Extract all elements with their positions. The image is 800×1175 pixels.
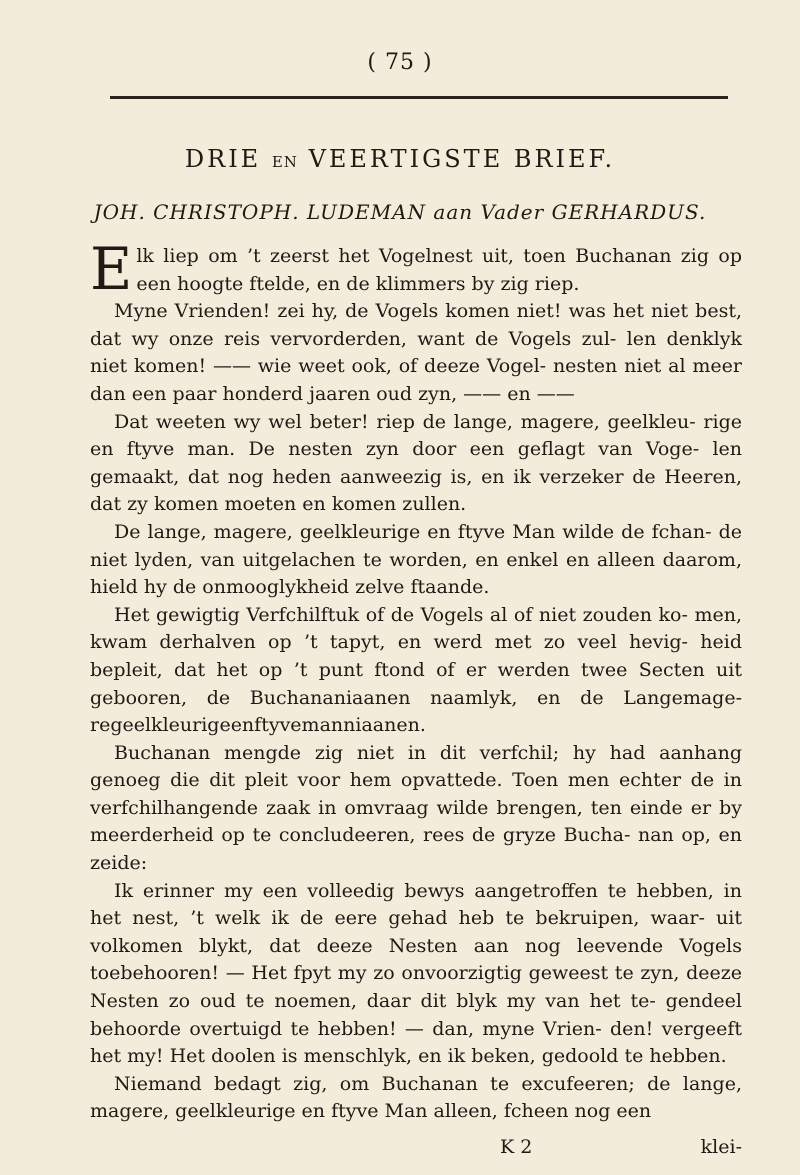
catchword: klei- <box>700 1136 742 1158</box>
paragraph: Ik erinner my een volleedig bewys aangetroffen te hebben, in het nest, ’t welk ik de eere gehad heb te bekruipen, waar- uit volkomen blykt, dat deeze Nesten aan nog leevende Vogels toebehooren! — Het fpyt my zo onvoorzigtig geweest te zyn, deeze Nesten zo oud te noemen, daar dit blyk my van het te- gendeel behoorde overtuigd te hebben! — dan, myne Vrien- den! vergeeft het my! Het doolen is menschlyk, en ik beken, gedoold te hebben. <box>90 879 742 1068</box>
paragraph: De lange, magere, geelkleurige en ftyve Man wilde de fchan- de niet lyden, van uitgelachen te worden, en enkel en alleen daarom, hield hy de onmooglykheid zelve ftaande. <box>90 520 742 599</box>
letter-body <box>90 235 742 1126</box>
letter-title <box>0 145 800 173</box>
paragraph: Niemand bedagt zig, om Buchanan te excufeeren; de lange, magere, geelkleurige en ftyve Man alleen, fcheen nog een <box>90 1072 742 1123</box>
signature-mark: K 2 <box>500 1136 533 1158</box>
title-right: VEERTIGSTE BRIEF. <box>308 145 616 173</box>
header-rule <box>110 96 728 99</box>
paragraph: Dat weeten wy wel beter! riep de lange, magere, geelkleu- rige en ftyve man. De nesten zyn door een geflagt van Voge- len gemaakt, dat nog heden aanweezig is, en ik verzeker de Heeren, dat zy komen moeten en komen zullen. <box>90 410 742 516</box>
page-number: ( 75 ) <box>367 50 433 75</box>
paragraph: Buchanan mengde zig niet in dit verfchil; hy had aanhang genoeg die dit pleit voor hem opvattede. Toen men echter de in verfchilhangende zaak in omvraag wilde brengen, ten einde er by meerderheid op te concludeeren, rees de gryze Bucha- nan op, en zeide: <box>90 741 742 875</box>
paragraph <box>90 235 742 303</box>
paragraph: Het gewigtig Verfchilftuk of de Vogels al of niet zouden ko- men, kwam derhalven op ’t tapyt, en werd met zo veel hevig- heid bepleit, dat het op ’t punt ftond of er werden twee Secten uit gebooren, de Buchananiaanen naamlyk, en de Langemage- regeelkleurigeenftyvemanniaanen. <box>90 603 742 737</box>
letter-subtitle: JOH. CHRISTOPH. LUDEMAN aan Vader GERHARDUS. <box>93 200 707 224</box>
page-footer <box>90 1136 742 1164</box>
paragraph: Myne Vrienden! zei hy, de Vogels komen niet! was het niet best, dat wy onze reis vervorderden, want de Vogels zul- len denklyk niet komen! —— wie weet ook, of deeze Vogel- nesten niet al meer dan een paar honderd jaaren oud zyn, —— en —— <box>90 300 742 405</box>
title-left: DRIE <box>184 145 262 173</box>
title-small: EN <box>271 153 298 171</box>
paragraph-text: lk liep om ’t zeerst het Vogelnest uit, toen Buchanan zig op een hoogte ftelde, en de klimmers by zig riep. <box>136 245 742 295</box>
drop-cap: E <box>90 235 133 303</box>
